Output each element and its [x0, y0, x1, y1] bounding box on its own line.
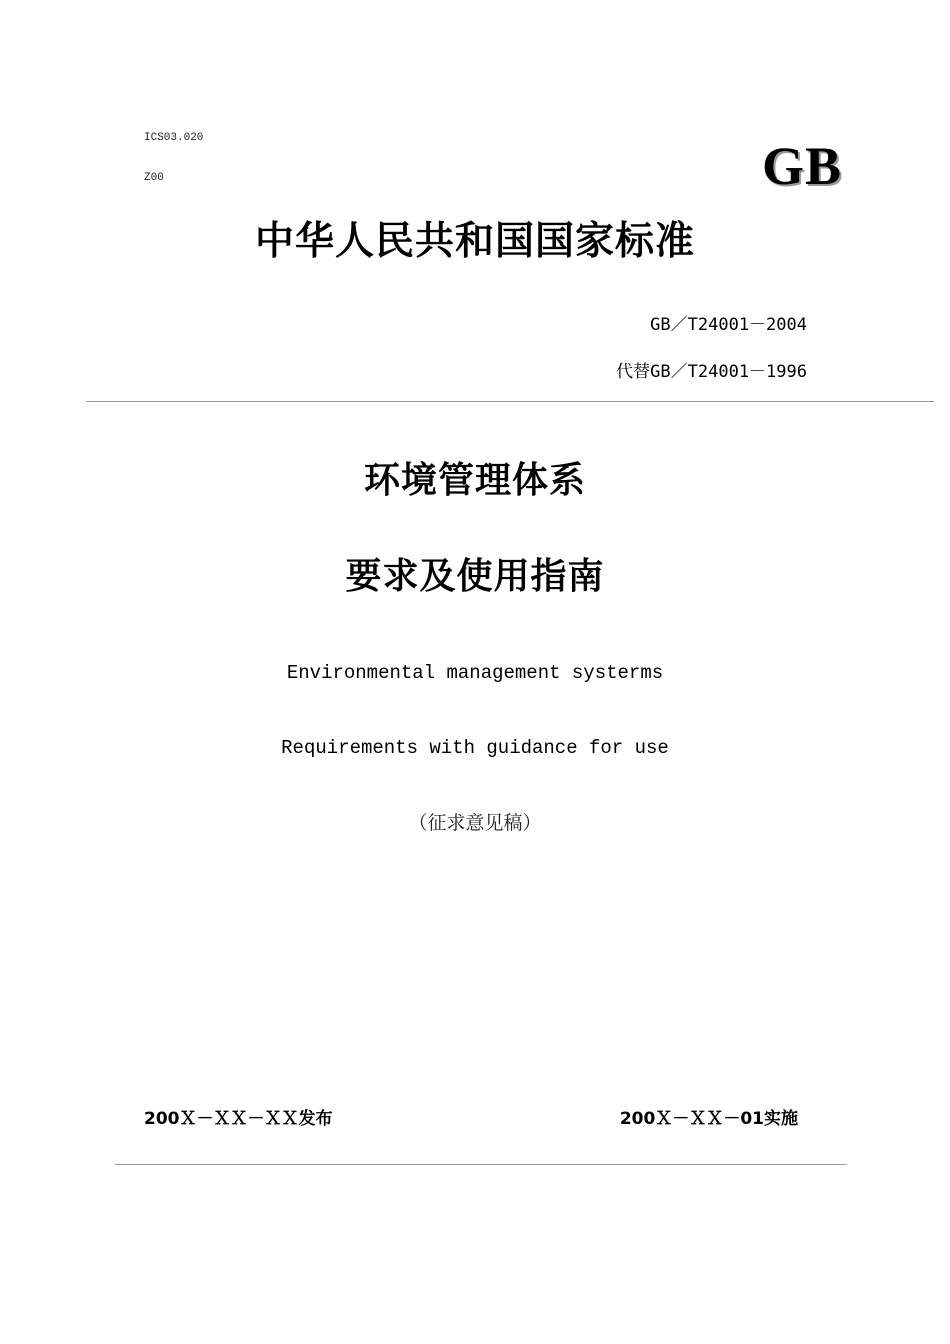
document-subtitle: 要求及使用指南	[345, 556, 605, 597]
ics-code: ICS03.020	[144, 132, 204, 144]
ccs-code: Z00	[144, 172, 164, 184]
top-divider	[86, 401, 934, 402]
gb-logo: GB	[761, 136, 842, 196]
draft-note: （征求意见稿）	[408, 812, 542, 834]
english-title: Environmental management systerms	[286, 662, 664, 684]
publish-date: 200Ｘ－ＸＸ－ＸＸ发布	[144, 1109, 333, 1129]
standard-number: GB／T24001－2004	[650, 315, 807, 335]
replaced-standard-number: 代替GB／T24001－1996	[616, 362, 807, 382]
national-standard-title: 中华人民共和国国家标准	[254, 219, 695, 264]
english-subtitle: Requirements with guidance for use	[281, 737, 669, 759]
document-title: 环境管理体系	[363, 460, 586, 501]
implementation-date: 200Ｘ－ＸＸ－01实施	[619, 1109, 798, 1129]
bottom-divider	[115, 1164, 847, 1165]
